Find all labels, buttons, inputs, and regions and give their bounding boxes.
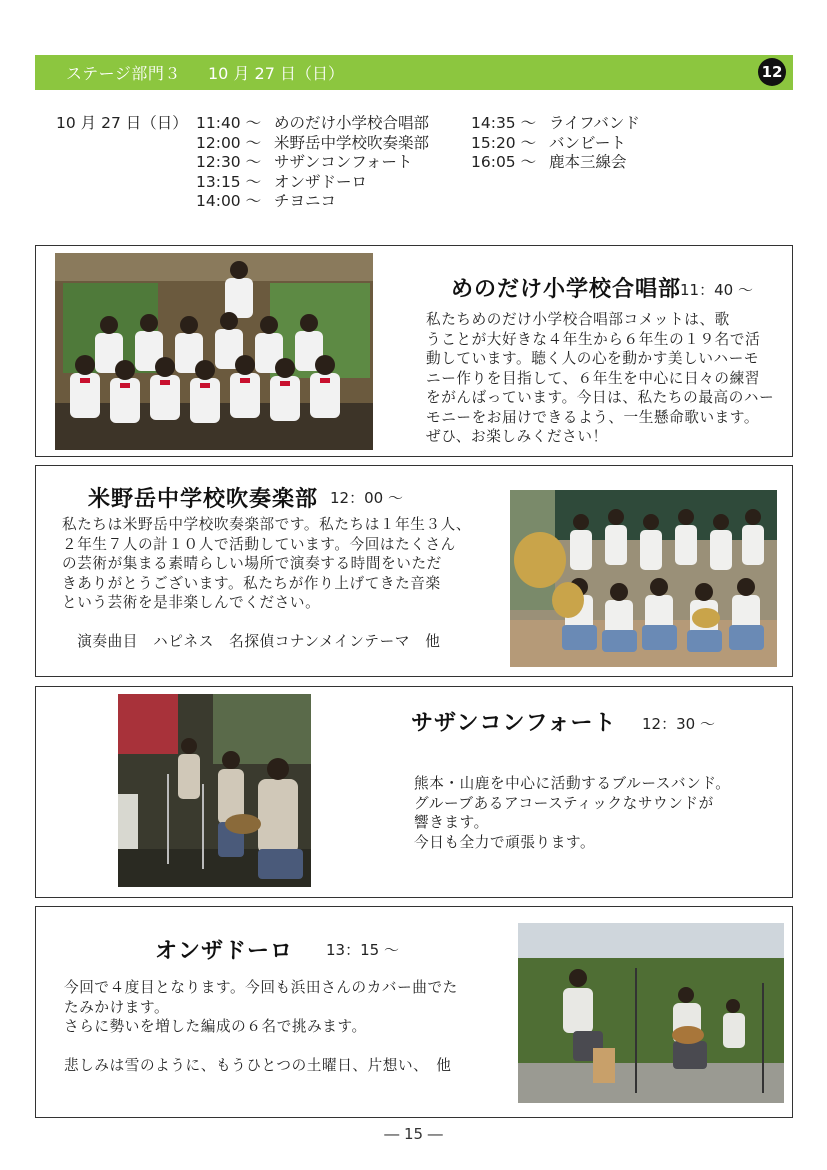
page-number: ― 15 ― [384, 1125, 443, 1143]
schedule-time: 14:00 〜 [196, 192, 262, 210]
description-line: たみかけます。 [64, 998, 170, 1016]
description-line: モニーをお届けできるよう、一生懸命歌います。 [426, 408, 760, 426]
performer-name: めのだけ小学校合唱部 [451, 277, 682, 302]
description-line: 動しています。聴く人の心を動かす美しいハーモ [426, 350, 760, 367]
choir-photo [55, 253, 373, 450]
brass-band-photo [510, 490, 777, 667]
description-line: うことが大好きな４年生から６年生の１９名で活 [426, 330, 761, 348]
description-line: 私たちは米野岳中学校吹奏楽部です。私たちは１年生３人、 [62, 516, 472, 533]
description-line: ぜひ、お楽しみください！ [426, 428, 608, 445]
schedule-day-label: 10 月 27 日（日） [56, 114, 188, 132]
schedule-row [196, 173, 429, 193]
blues-band-photo [118, 694, 311, 887]
performance-time: 13：15 〜 [326, 941, 399, 959]
schedule-time: 16:05 〜 [471, 153, 537, 171]
schedule-time: 12:30 〜 [196, 153, 262, 171]
performer-description [414, 774, 730, 852]
description-line: をがんばっています。今日は、私たちの最高のハー [426, 389, 775, 406]
schedule-row [196, 192, 429, 212]
description-line: ニー作りを目指して、６年生を中心に日々の練習 [426, 369, 760, 387]
schedule-time: 14:35 〜 [471, 114, 537, 132]
schedule-act: オンザドーロ [274, 172, 368, 191]
description-line: 今回で４度目となります。今回も浜田さんのカバー曲でた [64, 979, 458, 996]
schedule-row [196, 134, 429, 154]
schedule-act: サザンコンフォート [274, 153, 413, 171]
schedule-time: 15:20 〜 [471, 133, 537, 152]
description-line: 私たちめのだけ小学校合唱部コメットは、歌 [426, 311, 730, 328]
acoustic-band-photo [518, 923, 784, 1103]
description-line: 悲しみは雪のように、もうひとつの土曜日、片想い、 他 [64, 1057, 452, 1074]
performer-name: オンザドーロ [155, 939, 294, 964]
schedule-row [196, 114, 429, 134]
description-line: きありがとうございます。私たちが作り上げてきた音楽 [62, 574, 441, 592]
performer-name: 米野岳中学校吹奏楽部 [88, 487, 319, 512]
performer-name: サザンコンフォート [411, 711, 617, 736]
performer-description [426, 310, 774, 447]
performer-description [62, 515, 471, 652]
description-line: さらに勢いを増した編成の６名で挑みます。 [64, 1018, 367, 1035]
schedule-row [471, 153, 640, 173]
schedule-row [196, 153, 429, 173]
description-line [64, 1037, 458, 1057]
schedule-row [471, 134, 640, 154]
section-title: ステージ部門３ [66, 64, 181, 83]
schedule-column-2 [471, 114, 640, 173]
schedule-act: ライフバンド [549, 114, 640, 132]
description-line: グルーブあるアコースティックなサウンドが [414, 794, 714, 812]
schedule-act: めのだけ小学校合唱部 [274, 114, 430, 132]
description-line: の芸術が集まる素晴らしい場所で演奏する時間をいただ [62, 555, 442, 572]
performance-time: 12：00 〜 [330, 489, 403, 507]
schedule-time: 12:00 〜 [196, 133, 262, 152]
schedule-row [471, 114, 640, 134]
description-line: 今日も全力で頑張ります。 [414, 833, 596, 851]
schedule-act: 鹿本三線会 [549, 153, 627, 171]
schedule-act: バンビート [549, 133, 626, 152]
section-date: 10 月 27 日（日） [208, 64, 344, 83]
schedule-time: 13:15 〜 [196, 172, 262, 191]
schedule-act: 米野岳中学校吹奏楽部 [274, 133, 430, 152]
description-line: 熊本・山鹿を中心に活動するブルースバンド。 [414, 775, 731, 792]
description-line: ２年生７人の計１０人で活動しています。今回はたくさん [62, 535, 456, 553]
schedule-column-1 [196, 114, 429, 212]
performer-description [64, 978, 458, 1076]
description-line [62, 613, 471, 633]
performance-time: 12：30 〜 [642, 715, 715, 733]
description-line: という芸術を是非楽しんでください。 [62, 594, 321, 611]
schedule-act: チヨニコ [274, 192, 337, 210]
description-line: 響きます。 [414, 814, 489, 831]
performance-time: 11：40 〜 [680, 281, 753, 299]
description-line: 演奏曲目 ハピネス 名探偵コナンメインテーマ 他 [62, 633, 441, 650]
schedule-time: 11:40 〜 [196, 114, 262, 132]
page-badge: 12 [758, 58, 786, 86]
